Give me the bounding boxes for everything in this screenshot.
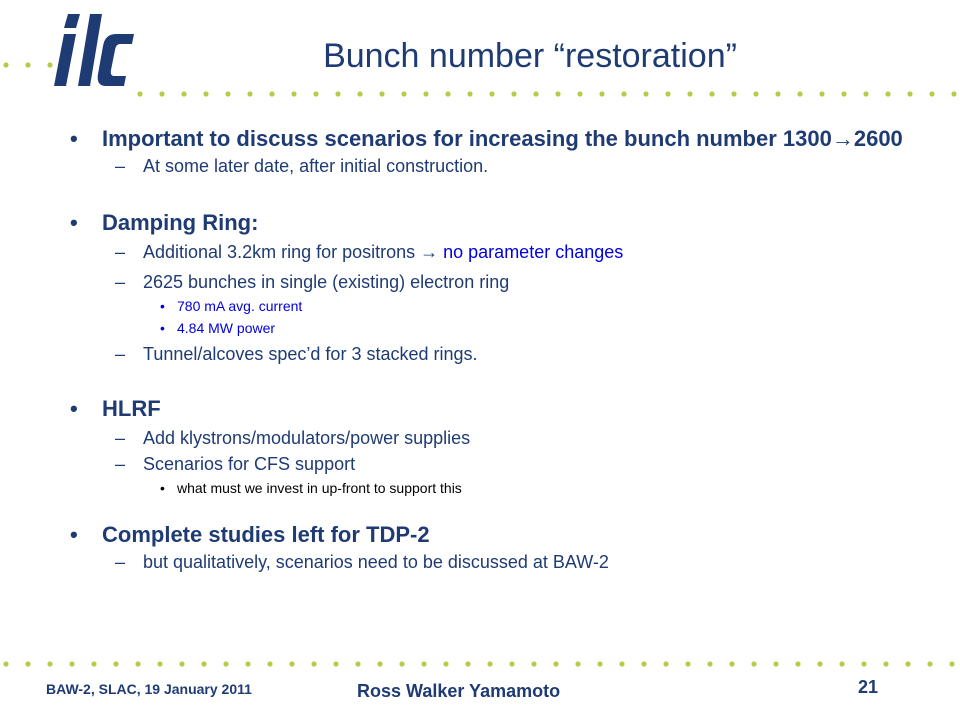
bullet-text: HLRF bbox=[102, 396, 161, 421]
dash-glyph: – bbox=[115, 272, 126, 292]
sub-bullet-item bbox=[70, 451, 930, 477]
decorative-dot bbox=[643, 91, 648, 96]
dash-glyph: – bbox=[115, 156, 126, 176]
decorative-dot bbox=[203, 91, 208, 96]
bullet-glyph: • bbox=[70, 522, 78, 547]
decorative-dot bbox=[445, 91, 450, 96]
sub-bullet-text: Scenarios for CFS support bbox=[143, 454, 356, 474]
sub-bullet-text: At some later date, after initial construction. bbox=[143, 156, 489, 176]
decorative-dot bbox=[467, 91, 472, 96]
decorative-dot bbox=[775, 91, 780, 96]
sub-sub-bullet-text: 4.84 MW power bbox=[177, 320, 276, 336]
decorative-dot bbox=[245, 661, 250, 666]
sub-bullet-highlight: no parameter changes bbox=[443, 242, 624, 262]
decorative-dot bbox=[179, 661, 184, 666]
decorative-dot bbox=[665, 91, 670, 96]
decorative-dot bbox=[753, 91, 758, 96]
decorative-dot bbox=[949, 661, 954, 666]
sub-sub-bullet-text: what must we invest in up-front to support this bbox=[177, 480, 462, 496]
decorative-dot bbox=[47, 661, 52, 666]
decorative-dot bbox=[137, 91, 142, 96]
sub-bullet-text: Add klystrons/modulators/power supplies bbox=[143, 428, 471, 448]
decorative-dot bbox=[863, 91, 868, 96]
decorative-dot bbox=[399, 661, 404, 666]
slide-title: Bunch number “restoration” bbox=[323, 37, 737, 75]
bullet-list bbox=[70, 123, 930, 575]
bullet-glyph: • bbox=[160, 320, 165, 336]
decorative-dot bbox=[335, 91, 340, 96]
decorative-dot bbox=[3, 62, 8, 67]
bullet-glyph: • bbox=[70, 126, 78, 151]
ilc-logo-text: ilc bbox=[54, 98, 55, 99]
decorative-dot bbox=[773, 661, 778, 666]
bullet-text: Complete studies left for TDP-2 bbox=[102, 522, 430, 547]
decorative-dot bbox=[201, 661, 206, 666]
decorative-dot bbox=[841, 91, 846, 96]
decorative-dot bbox=[555, 91, 560, 96]
decorative-dot bbox=[641, 661, 646, 666]
decorative-dot bbox=[905, 661, 910, 666]
decorative-dot bbox=[25, 661, 30, 666]
sub-bullet-item bbox=[70, 269, 930, 295]
decorative-dot bbox=[839, 661, 844, 666]
decorative-dot bbox=[861, 661, 866, 666]
sub-bullet-item bbox=[70, 239, 930, 265]
sub-sub-bullet-item bbox=[70, 477, 930, 499]
sub-bullet-text: Tunnel/alcoves spec’d for 3 stacked rings. bbox=[143, 344, 478, 364]
decorative-dot bbox=[157, 661, 162, 666]
bullet-text: Damping Ring: bbox=[102, 210, 259, 235]
decorative-dot bbox=[355, 661, 360, 666]
decorative-dot bbox=[489, 91, 494, 96]
decorative-dot bbox=[313, 91, 318, 96]
sub-bullet-text: 2625 bunches in single (existing) electron ring bbox=[143, 272, 510, 292]
dotted-divider-top bbox=[0, 89, 960, 99]
sub-bullet-text: but qualitatively, scenarios need to be discussed at BAW-2 bbox=[143, 552, 609, 572]
decorative-dot bbox=[311, 661, 316, 666]
decorative-dot bbox=[47, 62, 52, 67]
decorative-dot bbox=[225, 91, 230, 96]
bullet-item bbox=[70, 127, 930, 151]
decorative-dot bbox=[267, 661, 272, 666]
decorative-dot bbox=[797, 91, 802, 96]
decorative-dot bbox=[465, 661, 470, 666]
dash-glyph: – bbox=[115, 454, 126, 474]
decorative-dot bbox=[377, 661, 382, 666]
dotted-divider-bottom bbox=[0, 659, 960, 669]
decorative-dot bbox=[619, 661, 624, 666]
bullet-glyph: • bbox=[70, 396, 78, 421]
decorative-dot bbox=[487, 661, 492, 666]
dash-glyph: – bbox=[115, 344, 126, 364]
decorative-dot bbox=[751, 661, 756, 666]
ilc-logo bbox=[54, 14, 134, 100]
decorative-dot bbox=[597, 661, 602, 666]
dash-glyph: – bbox=[115, 428, 126, 448]
decorative-dot bbox=[819, 91, 824, 96]
dash-glyph: – bbox=[115, 242, 126, 262]
decorative-dot bbox=[357, 91, 362, 96]
decorative-dot bbox=[289, 661, 294, 666]
decorative-dot bbox=[885, 91, 890, 96]
bullet-glyph: • bbox=[160, 298, 165, 314]
decorative-dot bbox=[663, 661, 668, 666]
decorative-dot bbox=[795, 661, 800, 666]
decorative-dot bbox=[907, 91, 912, 96]
sub-sub-bullet-item bbox=[70, 317, 930, 339]
decorative-dot bbox=[333, 661, 338, 666]
bullet-glyph: • bbox=[70, 210, 78, 235]
decorative-dot bbox=[883, 661, 888, 666]
sub-bullet-item bbox=[70, 153, 930, 179]
decorative-dot bbox=[927, 661, 932, 666]
decorative-dot bbox=[269, 91, 274, 96]
bullet-item bbox=[70, 211, 930, 235]
decorative-dot bbox=[291, 91, 296, 96]
decorative-dot bbox=[575, 661, 580, 666]
decorative-dot bbox=[135, 661, 140, 666]
decorative-dot bbox=[379, 91, 384, 96]
decorative-dot bbox=[817, 661, 822, 666]
decorative-dot bbox=[223, 661, 228, 666]
decorative-dot bbox=[511, 91, 516, 96]
decorative-dot bbox=[421, 661, 426, 666]
decorative-dot bbox=[577, 91, 582, 96]
decorative-dot bbox=[599, 91, 604, 96]
decorative-dot bbox=[69, 661, 74, 666]
sub-bullet-text: Additional 3.2km ring for positrons → bbox=[143, 242, 444, 262]
decorative-dot bbox=[707, 661, 712, 666]
sub-sub-bullet-text: 780 mA avg. current bbox=[177, 298, 303, 314]
decorative-dot bbox=[621, 91, 626, 96]
sub-bullet-item bbox=[70, 549, 930, 575]
bullet-item bbox=[70, 523, 930, 547]
decorative-dot bbox=[533, 91, 538, 96]
decorative-dot bbox=[731, 91, 736, 96]
decorative-dot bbox=[443, 661, 448, 666]
decorative-dot bbox=[91, 661, 96, 666]
footer-author: Ross Walker Yamamoto bbox=[357, 681, 561, 701]
sub-sub-bullet-item bbox=[70, 295, 930, 317]
decorative-dot bbox=[709, 91, 714, 96]
page-number: 21 bbox=[858, 677, 879, 697]
bullet-text: Important to discuss scenarios for increasing the bunch number 1300→2600 bbox=[102, 126, 903, 151]
decorative-dot bbox=[553, 661, 558, 666]
decorative-dot bbox=[929, 91, 934, 96]
decorative-dot bbox=[25, 62, 30, 67]
sub-bullet-item bbox=[70, 425, 930, 451]
decorative-dot bbox=[401, 91, 406, 96]
decorative-dot bbox=[509, 661, 514, 666]
sub-bullet-item bbox=[70, 341, 930, 367]
bullet-glyph: • bbox=[160, 480, 165, 496]
decorative-dot bbox=[685, 661, 690, 666]
decorative-dot bbox=[423, 91, 428, 96]
decorative-dot bbox=[247, 91, 252, 96]
footer-event: BAW-2, SLAC, 19 January 2011 bbox=[46, 681, 252, 697]
decorative-dot bbox=[181, 91, 186, 96]
decorative-dot bbox=[113, 661, 118, 666]
bullet-item bbox=[70, 397, 930, 421]
decorative-dot bbox=[159, 91, 164, 96]
decorative-dot bbox=[531, 661, 536, 666]
decorative-dot bbox=[951, 91, 956, 96]
decorative-dot bbox=[3, 661, 8, 666]
decorative-dot bbox=[729, 661, 734, 666]
dash-glyph: – bbox=[115, 552, 126, 572]
decorative-dot bbox=[687, 91, 692, 96]
